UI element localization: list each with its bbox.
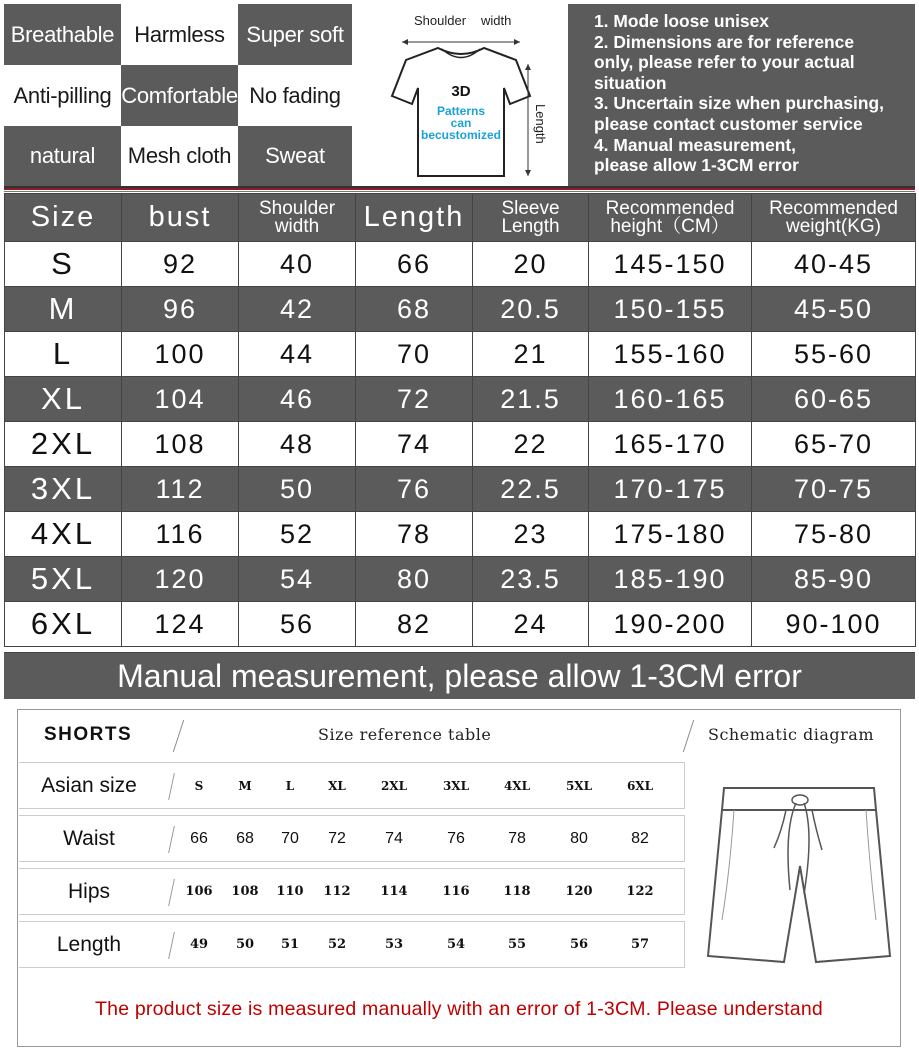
- table-row: [5, 557, 916, 602]
- table-row: [5, 512, 916, 557]
- shorts-row-label: Waist: [63, 826, 115, 850]
- shorts-cell: 52: [327, 937, 347, 952]
- table-cell: 40: [239, 242, 356, 287]
- shorts-row-label: Length: [56, 932, 122, 956]
- shirt-table-footer: Manual measurement, please allow 1-3CM error: [4, 652, 915, 699]
- shorts-cell: 76: [447, 829, 465, 847]
- table-row: [5, 242, 916, 287]
- column-header: [589, 194, 752, 242]
- shorts-cell: L: [285, 778, 295, 793]
- column-header-text: Length: [501, 215, 560, 237]
- shorts-cell: 120: [565, 884, 593, 899]
- column-header-text: Size: [30, 201, 96, 233]
- table-cell: 56: [239, 602, 356, 647]
- size-cell: L: [5, 332, 122, 377]
- table-cell: 70-75: [752, 467, 916, 512]
- table-cell: 160-165: [589, 377, 752, 422]
- divider-accent: [4, 188, 915, 190]
- shorts-cell: 53: [384, 937, 404, 952]
- feature-cell: Mesh cloth: [121, 126, 238, 186]
- feature-cell: No fading: [238, 65, 352, 126]
- shorts-cell: 74: [385, 829, 403, 847]
- feature-cell: Comfortable: [121, 65, 238, 126]
- size-cell: 6XL: [5, 602, 122, 647]
- note-line: 2. Dimensions are for reference: [594, 31, 855, 52]
- shorts-cell: 78: [508, 829, 526, 847]
- table-cell: 150-155: [589, 287, 752, 332]
- custom-text-3: becustomized: [420, 128, 502, 142]
- shorts-row-label: Hips: [67, 879, 110, 903]
- size-cell: 3XL: [5, 467, 122, 512]
- size-cell: XL: [5, 377, 122, 422]
- size-cell: 2XL: [5, 422, 122, 467]
- table-cell: 170-175: [589, 467, 752, 512]
- table-cell: 120: [122, 557, 239, 602]
- shorts-cell: 4XL: [503, 778, 531, 793]
- shorts-cell: 2XL: [380, 778, 408, 793]
- divider: [683, 720, 694, 752]
- table-cell: 155-160: [589, 332, 752, 377]
- shorts-cell: 80: [570, 829, 588, 847]
- note-line: situation: [594, 72, 667, 93]
- note-line: 4. Manual measurement,: [594, 134, 796, 155]
- table-cell: 60-65: [752, 377, 916, 422]
- size-cell: 4XL: [5, 512, 122, 557]
- column-header-text: weight(KG): [785, 215, 882, 237]
- shorts-title: SHORTS: [44, 724, 133, 745]
- table-cell: 54: [239, 557, 356, 602]
- column-header-text: Recommended: [769, 197, 898, 219]
- feature-grid: [4, 4, 352, 186]
- shorts-cell: 112: [323, 884, 351, 899]
- shorts-cell: 70: [281, 829, 299, 847]
- shoulder-label: Shoulder: [414, 13, 467, 28]
- table-row: [5, 332, 916, 377]
- shorts-cell: 50: [235, 937, 255, 952]
- table-cell: 100: [122, 332, 239, 377]
- length-label: Length: [533, 104, 548, 144]
- 3d-badge: 3D: [451, 83, 471, 100]
- table-cell: 55-60: [752, 332, 916, 377]
- table-cell: 76: [356, 467, 473, 512]
- table-cell: 45-50: [752, 287, 916, 332]
- table-cell: 44: [239, 332, 356, 377]
- table-cell: 52: [239, 512, 356, 557]
- table-row: [5, 467, 916, 512]
- feature-cell: natural: [4, 126, 121, 186]
- shorts-cell: XL: [328, 778, 346, 793]
- shorts-cell: 3XL: [442, 778, 470, 793]
- table-cell: 48: [239, 422, 356, 467]
- column-header-text: width: [274, 215, 320, 237]
- shorts-cell: 57: [630, 937, 650, 952]
- shorts-row: [19, 921, 685, 968]
- table-cell: 23: [473, 512, 589, 557]
- feature-cell: Harmless: [121, 4, 238, 65]
- table-cell: 21.5: [473, 377, 589, 422]
- table-cell: 78: [356, 512, 473, 557]
- divider: [173, 720, 184, 752]
- shorts-row-label: Asian size: [41, 773, 137, 797]
- shorts-diagram-title: Schematic diagram: [708, 725, 874, 744]
- table-cell: 124: [122, 602, 239, 647]
- table-row: [5, 422, 916, 467]
- shorts-cell: M: [238, 778, 252, 793]
- table-cell: 190-200: [589, 602, 752, 647]
- table-cell: 185-190: [589, 557, 752, 602]
- shorts-cell: 68: [236, 829, 254, 847]
- column-header-text: bust: [148, 201, 212, 233]
- column-header-text: Recommended: [605, 197, 735, 219]
- column-header-text: Shoulder: [258, 197, 336, 219]
- column-header: [5, 194, 122, 242]
- table-cell: 90-100: [752, 602, 916, 647]
- shorts-illustration: [704, 770, 894, 985]
- shorts-cell: 110: [276, 884, 304, 899]
- column-header: [356, 194, 473, 242]
- table-cell: 46: [239, 377, 356, 422]
- table-cell: 22: [473, 422, 589, 467]
- table-cell: 75-80: [752, 512, 916, 557]
- table-cell: 65-70: [752, 422, 916, 467]
- table-cell: 104: [122, 377, 239, 422]
- shorts-cell: 106: [185, 884, 213, 899]
- table-cell: 85-90: [752, 557, 916, 602]
- shorts-row: [19, 868, 685, 915]
- column-header-text: height（CM）: [610, 215, 730, 237]
- column-header-text: Sleeve: [501, 197, 560, 219]
- table-cell: 21: [473, 332, 589, 377]
- custom-text-2: can: [450, 116, 472, 130]
- shorts-error-note: The product size is measured manually with an error of 1-3CM. Please understand: [95, 998, 823, 1020]
- shirt-table-header: [5, 194, 916, 242]
- feature-cell: Breathable: [4, 4, 121, 65]
- note-line: 1. Mode loose unisex: [594, 11, 769, 31]
- table-cell: 22.5: [473, 467, 589, 512]
- table-cell: 92: [122, 242, 239, 287]
- feature-cell: Sweat: [238, 126, 352, 186]
- shorts-cell: 108: [231, 884, 259, 899]
- shorts-row-values: [169, 763, 684, 808]
- shorts-cell: 54: [446, 937, 466, 952]
- shorts-cell: 49: [189, 937, 209, 952]
- table-cell: 82: [356, 602, 473, 647]
- column-header: [239, 194, 356, 242]
- table-row: [5, 602, 916, 647]
- size-cell: 5XL: [5, 557, 122, 602]
- table-cell: 74: [356, 422, 473, 467]
- shorts-cell: 72: [328, 829, 346, 847]
- tshirt-illustration: [354, 4, 568, 186]
- divider: [4, 191, 915, 192]
- feature-cell: Anti-pilling: [4, 65, 121, 126]
- size-cell: M: [5, 287, 122, 332]
- shorts-cell: 56: [569, 937, 589, 952]
- shirt-size-table: [4, 193, 916, 647]
- table-cell: 66: [356, 242, 473, 287]
- table-cell: 20: [473, 242, 589, 287]
- table-cell: 70: [356, 332, 473, 377]
- table-cell: 175-180: [589, 512, 752, 557]
- shorts-cell: 66: [190, 829, 208, 847]
- shorts-subtitle: Size reference table: [318, 725, 492, 744]
- table-cell: 40-45: [752, 242, 916, 287]
- table-row: [5, 377, 916, 422]
- shorts-row-values: [169, 869, 684, 914]
- table-row: [5, 287, 916, 332]
- note-line: only, please refer to your actual: [594, 52, 855, 73]
- width-label: width: [481, 13, 512, 28]
- column-header-text: Length: [363, 201, 465, 233]
- table-cell: 23.5: [473, 557, 589, 602]
- column-header: [473, 194, 589, 242]
- table-cell: 68: [356, 287, 473, 332]
- table-cell: 145-150: [589, 242, 752, 287]
- table-cell: 20.5: [473, 287, 589, 332]
- table-cell: 42: [239, 287, 356, 332]
- table-cell: 165-170: [589, 422, 752, 467]
- shorts-row-values: [169, 922, 684, 967]
- shorts-row-values: [169, 816, 684, 861]
- feature-cell: Super soft: [238, 4, 352, 65]
- table-cell: 80: [356, 557, 473, 602]
- shorts-cell: 118: [503, 884, 531, 899]
- shorts-cell: 116: [442, 884, 470, 899]
- table-cell: 116: [122, 512, 239, 557]
- table-cell: 24: [473, 602, 589, 647]
- note-line: please contact customer service: [594, 113, 863, 134]
- shorts-cell: 122: [626, 884, 654, 899]
- table-cell: 72: [356, 377, 473, 422]
- table-cell: 108: [122, 422, 239, 467]
- custom-text-1: Patterns: [436, 104, 486, 118]
- shorts-cell: 55: [507, 937, 527, 952]
- tshirt-diagram: [354, 4, 568, 186]
- shorts-cell: S: [194, 778, 204, 793]
- shorts-cell: 6XL: [626, 778, 654, 793]
- shorts-cell: 5XL: [565, 778, 593, 793]
- shorts-cell: 82: [631, 829, 649, 847]
- note-line: please allow 1-3CM error: [594, 155, 799, 176]
- size-cell: S: [5, 242, 122, 287]
- shorts-cell: 114: [380, 884, 408, 899]
- table-cell: 96: [122, 287, 239, 332]
- column-header: [122, 194, 239, 242]
- table-cell: 50: [239, 467, 356, 512]
- note-line: 3. Uncertain size when purchasing,: [594, 93, 884, 114]
- shorts-row: [19, 815, 685, 862]
- table-cell: 112: [122, 467, 239, 512]
- notes-panel: [568, 4, 915, 186]
- shorts-row: [19, 762, 685, 809]
- shorts-cell: 51: [280, 937, 300, 952]
- shorts-size-panel: [17, 709, 901, 1047]
- column-header: [752, 194, 916, 242]
